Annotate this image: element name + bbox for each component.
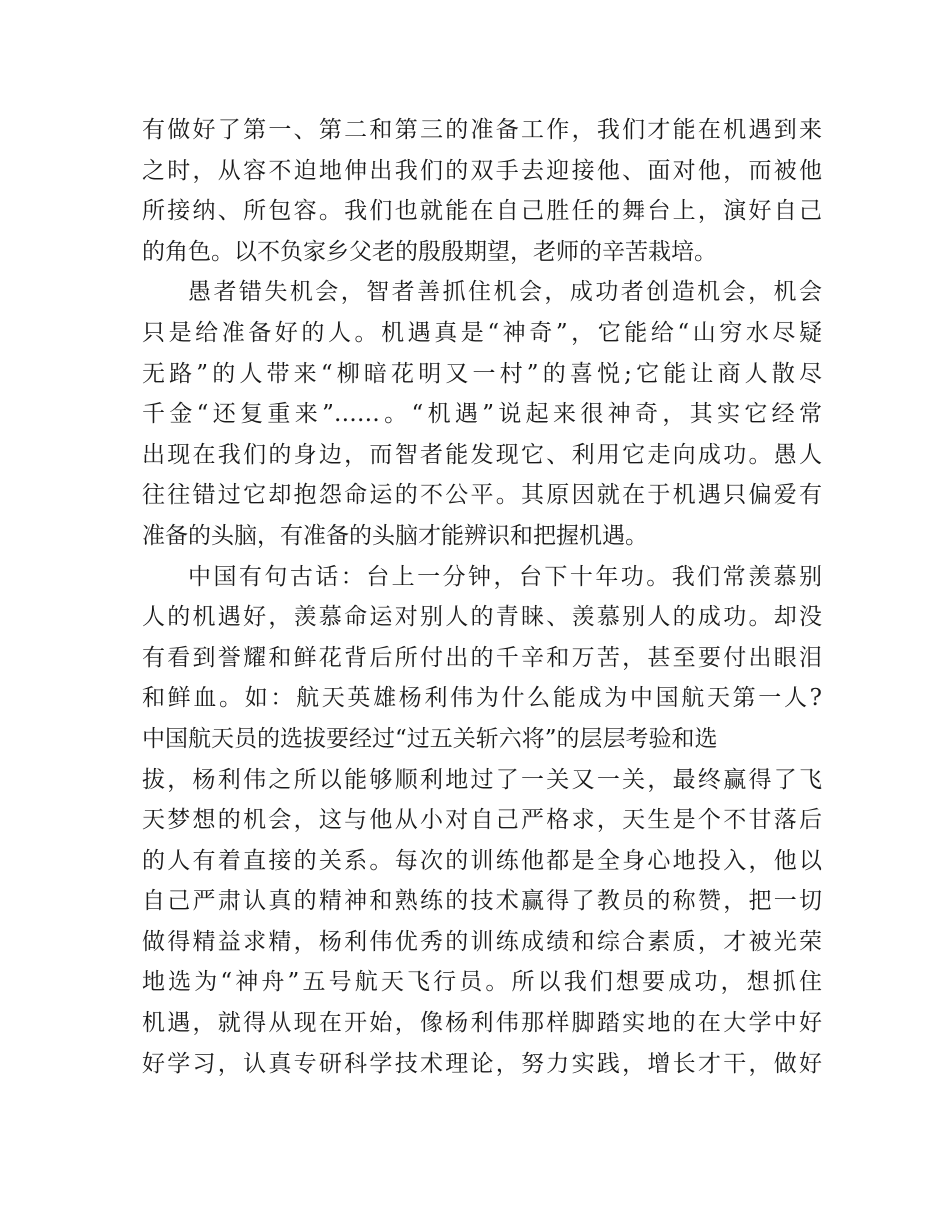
text-line: 天梦想的机会，这与他从小对自己严格求，天生是个不甘落后 (142, 807, 822, 834)
text-line: 往往错过它却抱怨命运的不公平。其原因就在于机遇只偏爱有 (142, 482, 822, 509)
text-line: 的人有着直接的关系。每次的训练他都是全身心地投入，他以 (142, 847, 822, 874)
text-line: 无路”的人带来“柳暗花明又一村”的喜悦;它能让商人散尽 (142, 360, 822, 387)
text-line: 人的机遇好，羡慕命运对别人的青睐、羡慕别人的成功。却没 (142, 604, 822, 631)
text-line: 有做好了第一、第二和第三的准备工作，我们才能在机遇到来 (142, 117, 822, 143)
text-line: 所接纳、所包容。我们也就能在自己胜任的舞台上，演好自己 (142, 198, 822, 225)
body-text (142, 110, 822, 1084)
text-line: 自己严肃认真的精神和熟练的技术赢得了教员的称赞，把一切 (142, 888, 822, 915)
text-line: 机遇，就得从现在开始，像杨利伟那样脚踏实地的在大学中好 (142, 1010, 822, 1037)
text-line: 准备的头脑，有准备的头脑才能辨识和把握机遇。 (142, 522, 648, 549)
text-line: 的角色。以不负家乡父老的殷殷期望，老师的辛苦栽培。 (142, 238, 717, 265)
text-line: 好学习，认真专研科学技术理论，努力实践，增长才干，做好 (142, 1050, 822, 1077)
text-line: 只是给准备好的人。机遇真是“神奇”，它能给“山穷水尽疑 (142, 319, 822, 346)
text-line: 出现在我们的身边，而智者能发现它、利用它走向成功。愚人 (142, 441, 822, 468)
text-line: 千金“还复重来”……。“机遇”说起来很神奇，其实它经常 (142, 401, 822, 428)
text-line: 和鲜血。如：航天英雄杨利伟为什么能成为中国航天第一人? (142, 685, 822, 712)
text-line: 做得精益求精，杨利伟优秀的训练成绩和综合素质，才被光荣 (142, 928, 822, 955)
paragraph-first-line: 中国有句古话：台上一分钟，台下十年功。我们常羡慕别 (188, 563, 822, 590)
text-line: 有看到誉耀和鲜花背后所付出的千辛和万苦，甚至要付出眼泪 (142, 644, 822, 671)
text-line: 拔，杨利伟之所以能够顺利地过了一关又一关，最终赢得了飞 (142, 766, 822, 793)
text-line: 之时，从容不迫地伸出我们的双手去迎接他、面对他，而被他 (142, 157, 822, 184)
paragraph-first-line: 愚者错失机会，智者善抓住机会，成功者创造机会，机会 (188, 279, 822, 306)
text-line: 地选为“神舟”五号航天飞行员。所以我们想要成功，想抓住 (142, 969, 822, 996)
text-line: 中国航天员的选拔要经过“过五关斩六将”的层层考验和选 (142, 725, 718, 752)
